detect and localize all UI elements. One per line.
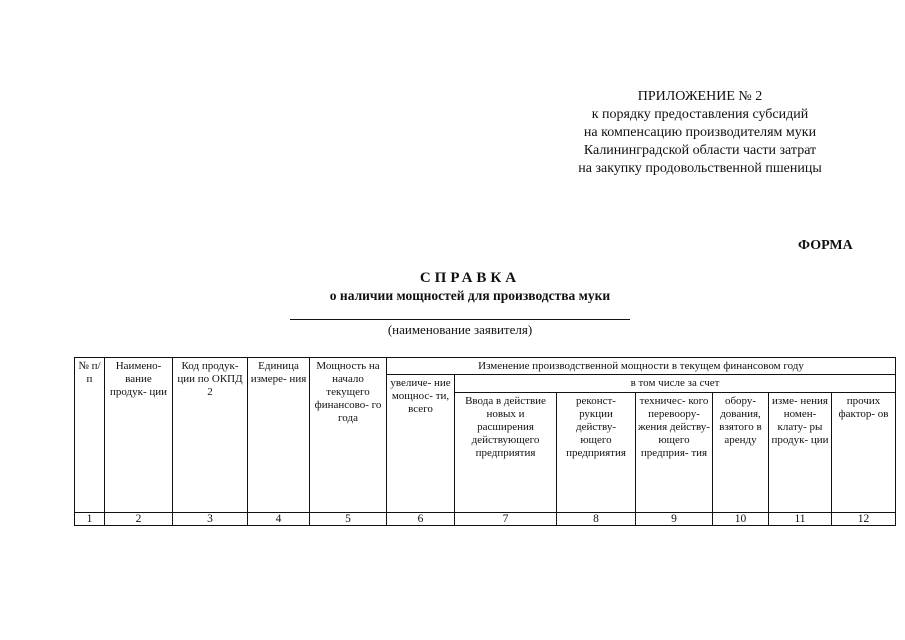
appendix-title: ПРИЛОЖЕНИЕ № 2: [637, 89, 763, 104]
appendix-block: [540, 88, 860, 178]
header-code: Код продук- ции по ОКПД 2: [173, 358, 248, 513]
appendix-line: к порядку предоставления субсидий: [591, 107, 809, 122]
applicant-name-line[interactable]: [290, 319, 630, 320]
header-increase-total: увеличе- ние мощнос- ти, всего: [387, 375, 455, 513]
header-other-factors: прочих фактор- ов: [832, 393, 896, 513]
applicant-caption: (наименование заявителя): [387, 322, 533, 337]
column-number: 11: [769, 513, 832, 526]
document-title: СПРАВКА: [419, 270, 521, 286]
appendix-line: на компенсацию производителям муки: [583, 125, 817, 140]
appendix-line: Калининградской области части затрат: [583, 143, 817, 158]
header-unit: Единица измере- ния: [248, 358, 310, 513]
form-label: ФОРМА: [798, 238, 853, 253]
column-number: 7: [455, 513, 557, 526]
header-new-expansion: Ввода в действие новых и расширения действующего предприятия: [455, 393, 557, 513]
header-capacity: Мощность на начало текущего финансово- го года: [310, 358, 387, 513]
column-number: 10: [713, 513, 769, 526]
header-including: в том числе за счет: [455, 375, 896, 393]
column-number: 8: [557, 513, 636, 526]
column-number-row: [75, 513, 896, 526]
column-number: 9: [636, 513, 713, 526]
column-number: 12: [832, 513, 896, 526]
column-number: 1: [75, 513, 105, 526]
column-number: 6: [387, 513, 455, 526]
column-number: 3: [173, 513, 248, 526]
header-product: Наимено- вание продук- ции: [105, 358, 173, 513]
capacity-table: [74, 357, 896, 526]
column-number: 2: [105, 513, 173, 526]
header-reconstruction: реконст- рукции действу- ющего предприятия: [557, 393, 636, 513]
header-change-group: Изменение производственной мощности в текущем финансовом году: [387, 358, 896, 375]
header-nomenclature-change: изме- нения номен- клату- ры продук- ции: [769, 393, 832, 513]
column-number: 5: [310, 513, 387, 526]
column-number: 4: [248, 513, 310, 526]
header-row: [75, 358, 896, 375]
document-subtitle: о наличии мощностей для производства муки: [329, 288, 611, 303]
header-leased-equipment: обору- дования, взятого в аренду: [713, 393, 769, 513]
appendix-line: на закупку продовольственной пшеницы: [578, 161, 822, 176]
header-reequipment: техничес- кого перевоору- жения действу- ющего предприя- тия: [636, 393, 713, 513]
header-num: № п/п: [75, 358, 105, 513]
